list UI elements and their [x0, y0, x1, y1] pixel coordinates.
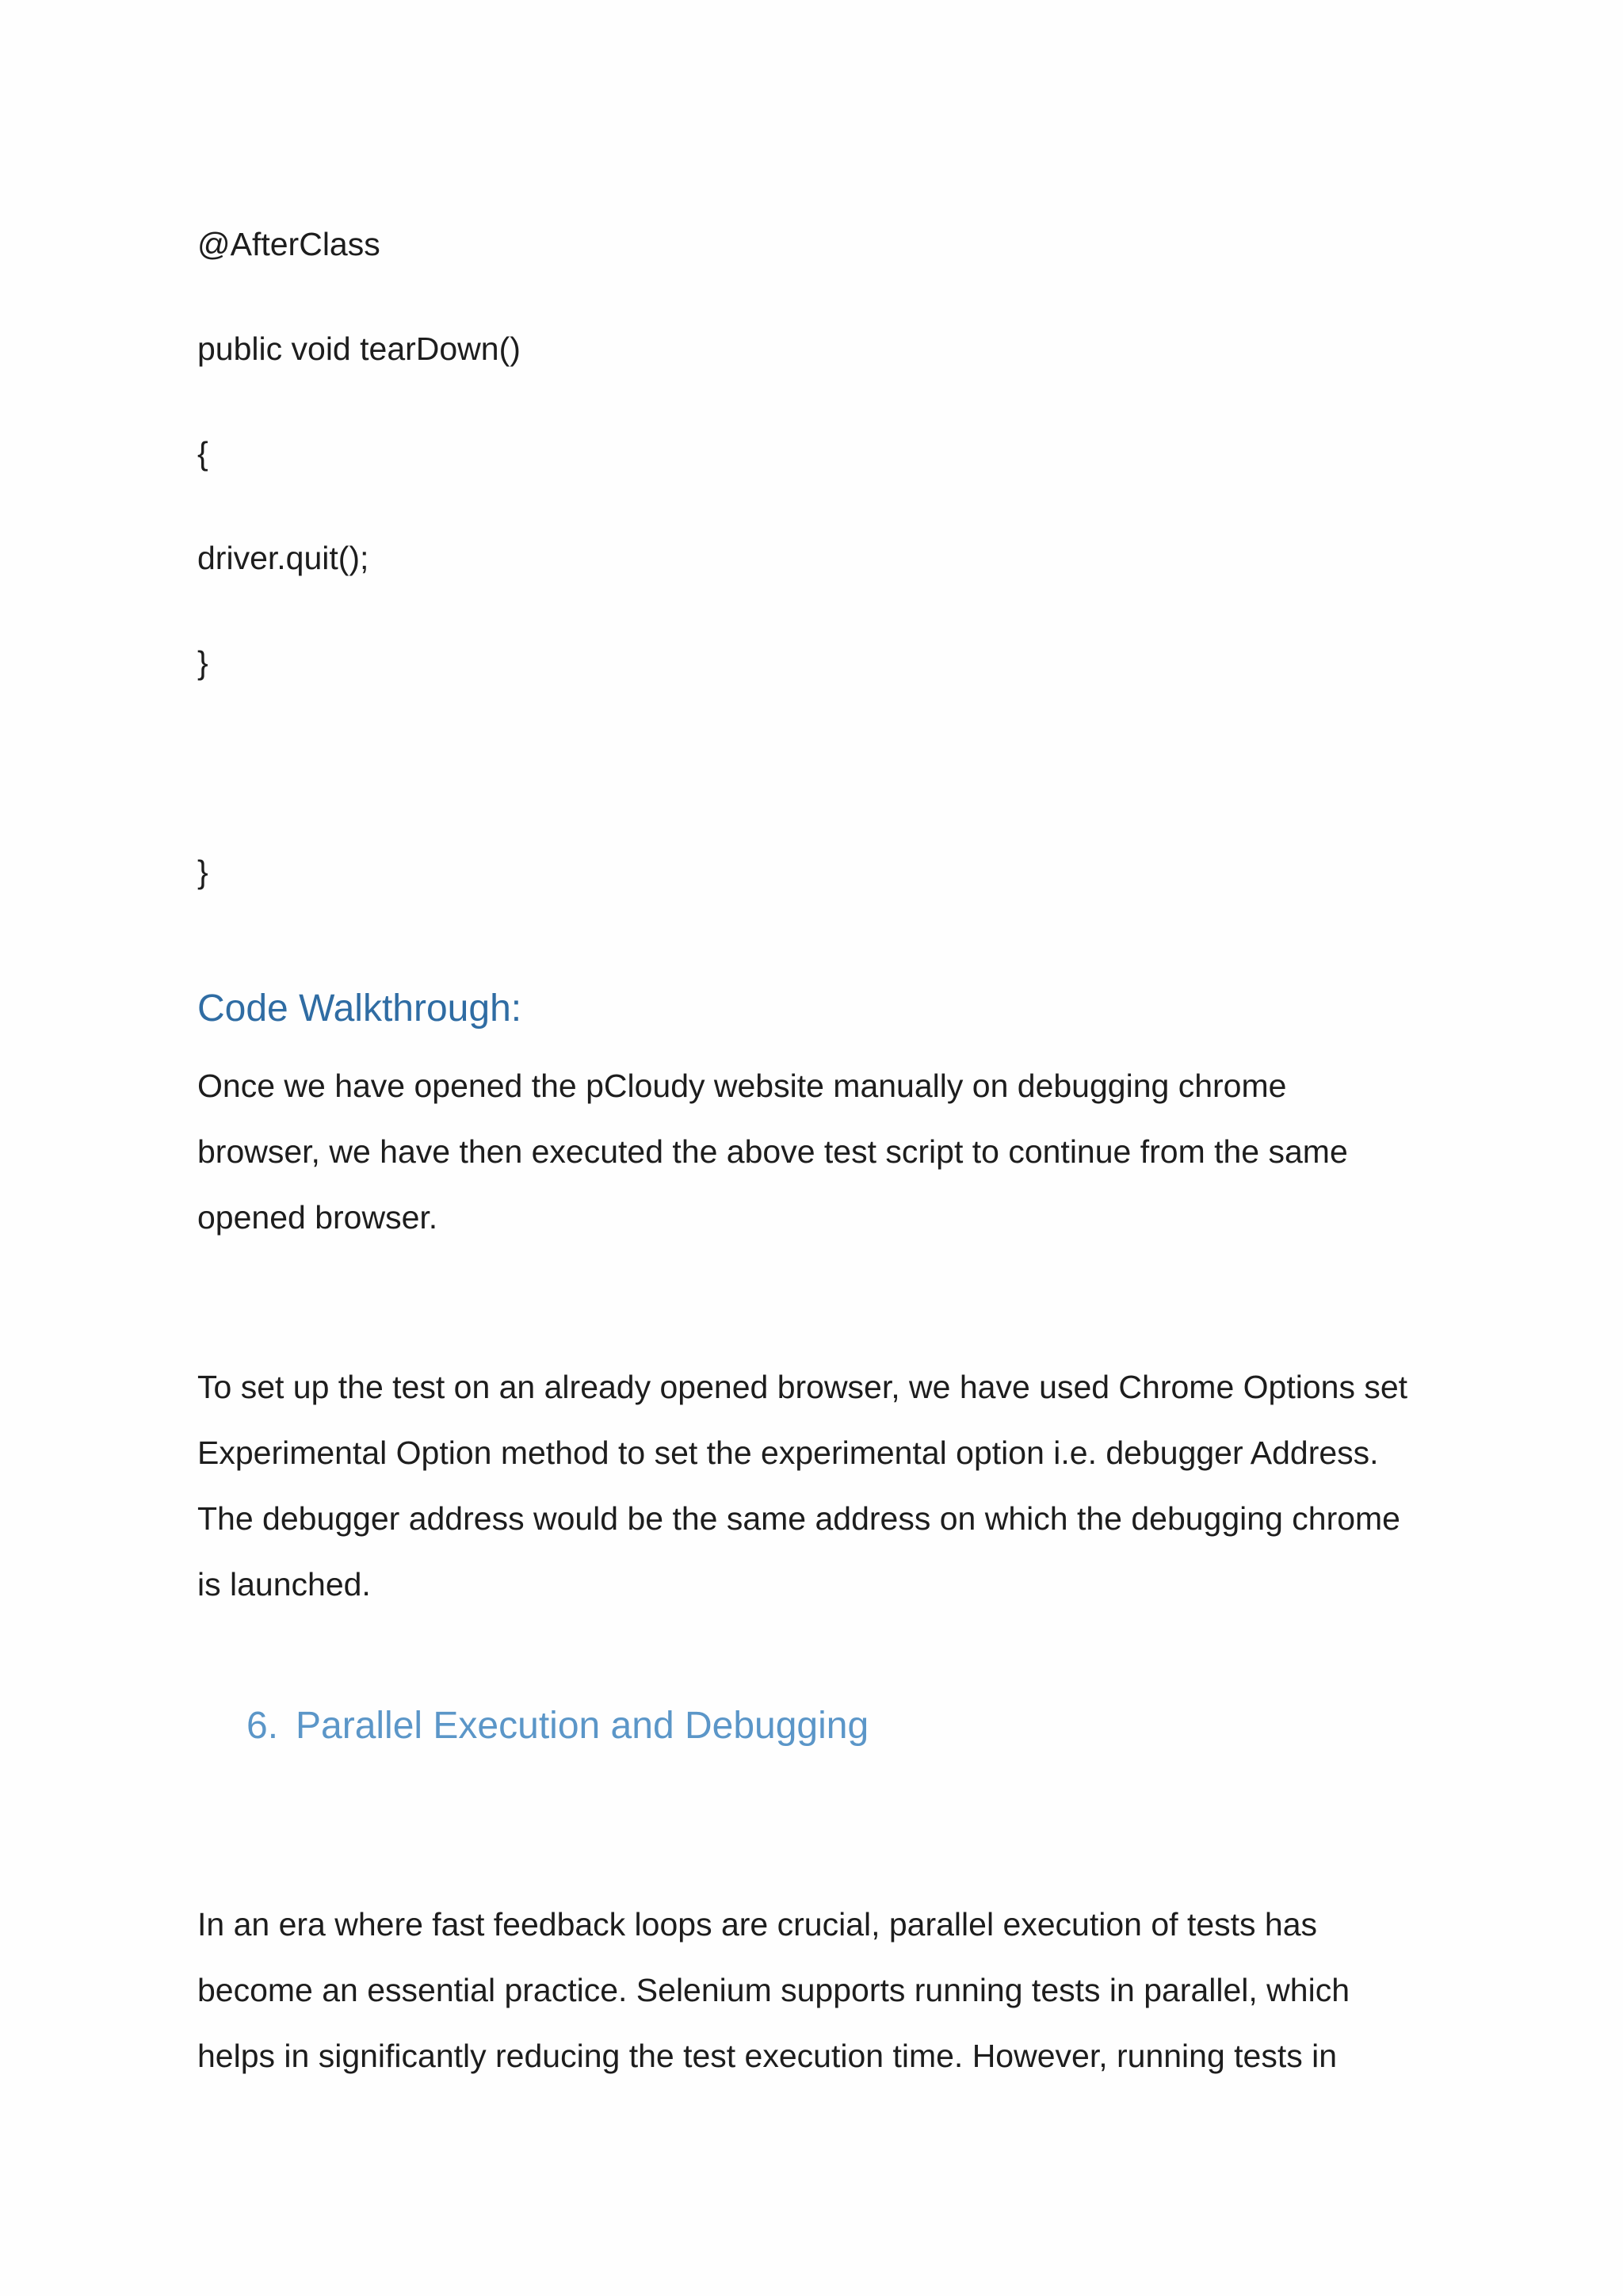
code-line-close-brace: }	[197, 644, 208, 681]
code-line-driver-quit: driver.quit();	[197, 540, 369, 576]
heading-parallel-execution	[246, 1704, 869, 1748]
paragraph-line: In an era where fast feedback loops are crucial, parallel execution of tests has	[197, 1906, 1318, 1943]
code-line-class-close-brace: }	[197, 854, 208, 890]
code-line-open-brace: {	[197, 435, 208, 472]
paragraph-line: To set up the test on an already opened browser, we have used Chrome Options set	[197, 1369, 1408, 1405]
list-number: 6.	[246, 1705, 279, 1747]
paragraph-walkthrough-1	[197, 1053, 1481, 1251]
paragraph-line: is launched.	[197, 1566, 371, 1603]
paragraph-line: Experimental Option method to set the experimental option i.e. debugger Address.	[197, 1435, 1379, 1471]
code-line-teardown-signature: public void tearDown()	[197, 330, 521, 367]
paragraph-line: browser, we have then executed the above test script to continue from the same	[197, 1133, 1348, 1170]
paragraph-line: opened browser.	[197, 1199, 438, 1236]
heading-code-walkthrough: Code Walkthrough:	[197, 988, 522, 1030]
heading-text: Parallel Execution and Debugging	[296, 1705, 869, 1747]
paragraph-line: The debugger address would be the same address on which the debugging chrome	[197, 1500, 1400, 1537]
paragraph-parallel-1	[197, 1892, 1481, 2089]
paragraph-line: Once we have opened the pCloudy website manually on debugging chrome	[197, 1068, 1287, 1104]
paragraph-walkthrough-2	[197, 1354, 1481, 1618]
paragraph-line: helps in significantly reducing the test execution time. However, running tests in	[197, 2038, 1338, 2074]
paragraph-line: become an essential practice. Selenium supports running tests in parallel, which	[197, 1972, 1350, 2008]
code-line-afterclass: @AfterClass	[197, 226, 380, 262]
